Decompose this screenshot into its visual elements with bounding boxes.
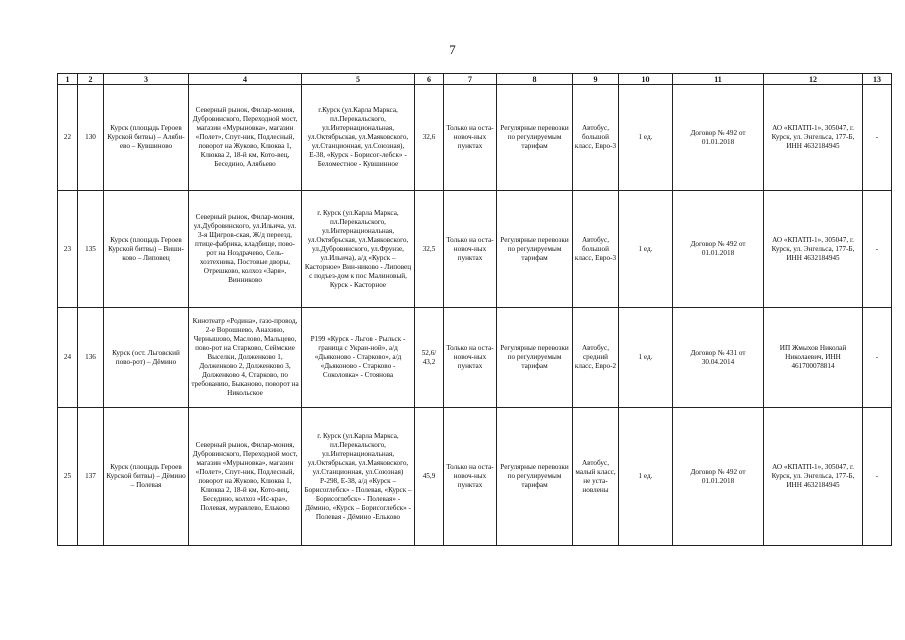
- col-header-4: 4: [189, 74, 302, 85]
- contract: Договор № 492 от 01.01.2018: [673, 191, 764, 308]
- notes: -: [863, 308, 892, 408]
- route-streets: Р199 «Курск - Льгов - Рыльск - граница с Украи-ной», а/д «Дьяконово - Старково», а/д «Дьяконово - Старково - Соколовка» - Стоянова: [302, 308, 415, 408]
- header-row: [58, 74, 892, 85]
- col-header-6: 6: [415, 74, 444, 85]
- table-row: [58, 408, 892, 546]
- col-header-10: 10: [619, 74, 673, 85]
- route-streets: г. Курск (ул.Карла Маркса, пл.Перекальского, ул.Интернациональная, ул.Октябрьская, ул.Маяковского, ул.Станционная, ул.Союзная) Р-298, Е-38, а/д «Курск – Борисоглебск» - Полевая, «Курск – Борисоглебск» - Полевая» - Дёмино, «Курск – Борисоглебск» - Полевая - Дёмино -Ельково: [302, 408, 415, 546]
- col-header-1: 1: [58, 74, 78, 85]
- transport-type: Регулярные перевозки по регулируемым тарифам: [497, 408, 573, 546]
- col-header-5: 5: [302, 74, 415, 85]
- notes: -: [863, 191, 892, 308]
- routes-table: [57, 73, 892, 546]
- transport-type: Регулярные перевозки по регулируемым тарифам: [497, 191, 573, 308]
- row-number: 22: [58, 85, 78, 191]
- vehicle-class: Автобус, большой класс, Евро-3: [573, 85, 619, 191]
- route-streets: г.Курск (ул.Карла Маркса, пл.Перекальского, ул.Интернациональная, ул.Октябрьская, ул.Маяковского, ул.Станционная, ул.Союзная), Е-38, «Курск - Борисог-лебск» - Беломестное - Кувшинное: [302, 85, 415, 191]
- vehicle-count: 1 ед.: [619, 85, 673, 191]
- carrier: АО «КПАТП-1», 305047, г. Курск, ул. Энгельса, 177-Б, ИНН 4632184945: [764, 85, 863, 191]
- row-number: 23: [58, 191, 78, 308]
- route-length: 32,6: [415, 85, 444, 191]
- route-name: Курск (площадь Героев Курской битвы) – Аляби-ево – Кувшиново: [104, 85, 189, 191]
- contract: Договор № 431 от 30.04.2014: [673, 308, 764, 408]
- contract: Договор № 492 от 01.01.2018: [673, 408, 764, 546]
- route-stops: Северный рынок, Филар-мония, Дубровинского, Переходной мост, магазин «Мурыновка», магазин «Полет», Спут-ник, Подлесный, поворот на Жуково, Клюква 1, Клюква 2, 18-й км, Кото-вец, Беседино, колхоз «Ис-кра», Полевая, муравлево, Ельково: [189, 408, 302, 546]
- col-header-13: 13: [863, 74, 892, 85]
- col-header-12: 12: [764, 74, 863, 85]
- route-number: 130: [78, 85, 104, 191]
- boarding-rule: Только на оста-новоч-ных пунктах: [444, 408, 497, 546]
- col-header-11: 11: [673, 74, 764, 85]
- route-stops: Северный рынок, Филар-мония, ул.Дубровинского, ул.Ильича, ул. 3-я Щигров-ская, Ж/д переезд, птице-фабрика, кладбище, пово-рот на Ноздрачево, Сель-хозтехника, Постовые дворы, Отрешково, колхоз «Заря», Винниково: [189, 191, 302, 308]
- route-streets: г. Курск (ул.Карла Маркса, пл.Перекальского, ул.Интернациональная, ул.Октябрьская, ул.Маяковского, ул.Дубровинского, ул.Фрунзе, ул.Ильича), а/д «Курск – Касторное» Вин-никово - Липовец с подъез-дом к пос Малиновый, Курск - Касторное: [302, 191, 415, 308]
- route-length: 32,5: [415, 191, 444, 308]
- col-header-2: 2: [78, 74, 104, 85]
- table-row: [58, 85, 892, 191]
- row-number: 24: [58, 308, 78, 408]
- boarding-rule: Только на оста-новоч-ных пунктах: [444, 308, 497, 408]
- notes: -: [863, 85, 892, 191]
- boarding-rule: Только на оста-новоч-ных пунктах: [444, 85, 497, 191]
- table-row: [58, 191, 892, 308]
- route-name: Курск (ост. Льговский пово-рот) – Дёмино: [104, 308, 189, 408]
- route-length: 52,6/ 43,2: [415, 308, 444, 408]
- transport-type: Регулярные перевозки по регулируемым тарифам: [497, 85, 573, 191]
- route-stops: Северный рынок, Филар-мония, Дубровинского, Переходной мост, магазин «Мурыновка», магазин «Полет», Спут-ник, Подлесный, поворот на Жуково, Клюква 1, Клюква 2, 18-й км, Кото-вец, Беседино, Алябьево: [189, 85, 302, 191]
- vehicle-class: Автобус, большой класс, Евро-3: [573, 191, 619, 308]
- contract: Договор № 492 от 01.01.2018: [673, 85, 764, 191]
- carrier: ИП Жмыхов Николай Николаевич, ИНН 461700078814: [764, 308, 863, 408]
- route-number: 137: [78, 408, 104, 546]
- col-header-8: 8: [497, 74, 573, 85]
- vehicle-count: 1 ед.: [619, 408, 673, 546]
- table-row: [58, 308, 892, 408]
- notes: -: [863, 408, 892, 546]
- vehicle-class: Автобус, средний класс, Евро-2: [573, 308, 619, 408]
- vehicle-class: Автобус, малый класс, не уста-новлены: [573, 408, 619, 546]
- carrier: АО «КПАТП-1», 305047, г. Курск, ул. Энгельса, 177-Б, ИНН 4632184945: [764, 191, 863, 308]
- col-header-3: 3: [104, 74, 189, 85]
- route-stops: Кинотеатр «Родина», газо-провод, 2-е Ворошнево, Анахино, Чернышово, Маслово, Мальцево, пово-рот на Старково, Сеймские Выселки, Долженково 1, Долженково 2, Долженково 3, Долженково 4, Старково, по требованию, Быканово, поворот на Никольское: [189, 308, 302, 408]
- route-name: Курск (площадь Героев Курской битвы) – Дёмино – Полевая: [104, 408, 189, 546]
- carrier: АО «КПАТП-1», 305047, г. Курск, ул. Энгельса, 177-Б, ИНН 4632184945: [764, 408, 863, 546]
- col-header-7: 7: [444, 74, 497, 85]
- vehicle-count: 1 ед.: [619, 308, 673, 408]
- boarding-rule: Только на оста-новоч-ных пунктах: [444, 191, 497, 308]
- page-number: 7: [449, 42, 456, 57]
- route-number: 136: [78, 308, 104, 408]
- col-header-9: 9: [573, 74, 619, 85]
- row-number: 25: [58, 408, 78, 546]
- route-name: Курск (площадь Героев Курской битвы) – Виши-ково – Липовец: [104, 191, 189, 308]
- transport-type: Регулярные перевозки по регулируемым тарифам: [497, 308, 573, 408]
- route-length: 45,9: [415, 408, 444, 546]
- vehicle-count: 1 ед.: [619, 191, 673, 308]
- route-number: 135: [78, 191, 104, 308]
